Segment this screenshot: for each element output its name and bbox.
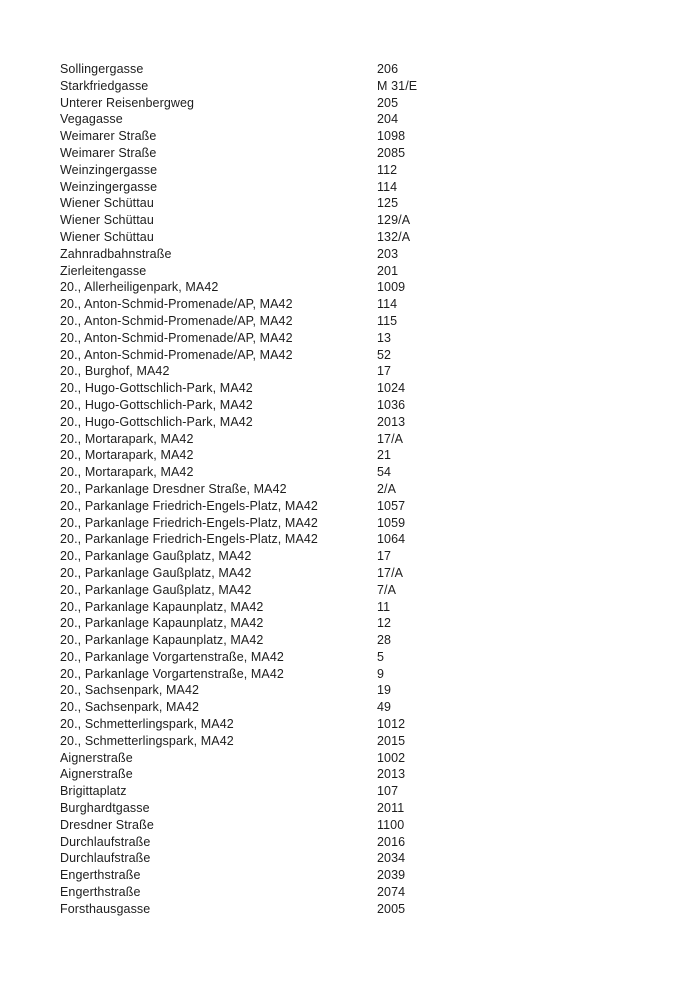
street-name: 20., Burghof, MA42 <box>60 364 170 379</box>
object-number: 206 <box>377 62 399 76</box>
list-item <box>60 128 660 145</box>
object-number: 1009 <box>377 280 406 295</box>
list-item <box>60 95 660 112</box>
list-item <box>60 481 660 498</box>
object-number: 1002 <box>377 750 406 765</box>
street-name: Aignerstraße <box>60 767 133 782</box>
list-item <box>60 615 660 632</box>
street-name: 20., Hugo-Gottschlich-Park, MA42 <box>60 414 253 429</box>
street-name: Brigittaplatz <box>60 784 127 799</box>
list-item <box>60 363 660 380</box>
street-name: 20., Parkanlage Kapaunplatz, MA42 <box>60 616 264 631</box>
street-name: 20., Parkanlage Friedrich-Engels-Platz, MA42 <box>60 532 318 547</box>
list-item <box>60 783 660 800</box>
object-number: 2015 <box>377 733 406 748</box>
object-number: 205 <box>377 95 399 110</box>
list-item <box>60 78 660 95</box>
list-item <box>60 565 660 582</box>
list-item <box>60 279 660 296</box>
object-number: 2034 <box>377 851 406 866</box>
object-number: 11 <box>377 599 391 614</box>
object-number: 2011 <box>377 801 405 816</box>
list-item <box>60 498 660 515</box>
street-name: Weinzingergasse <box>60 179 158 194</box>
object-number: 107 <box>377 784 399 799</box>
list-item <box>60 111 660 128</box>
street-name: Vegagasse <box>60 112 123 127</box>
list-item <box>60 599 660 616</box>
list-item <box>60 548 660 565</box>
object-number: 2074 <box>377 885 406 900</box>
object-number: 1024 <box>377 381 406 396</box>
object-number: 5 <box>377 649 385 664</box>
list-item <box>60 733 660 750</box>
street-name: Durchlaufstraße <box>60 834 151 849</box>
object-number: 28 <box>377 633 392 648</box>
list-item <box>60 531 660 548</box>
street-name: Wiener Schüttau <box>60 196 154 211</box>
street-name: 20., Sachsenpark, MA42 <box>60 700 200 715</box>
list-item <box>60 682 660 699</box>
list-item <box>60 431 660 448</box>
list-item <box>60 850 660 867</box>
street-name: 20., Parkanlage Friedrich-Engels-Platz, MA42 <box>60 515 318 530</box>
street-name: 20., Parkanlage Gaußplatz, MA42 <box>60 549 252 564</box>
street-name: 20., Parkanlage Gaußplatz, MA42 <box>60 565 252 580</box>
list-item <box>60 179 660 196</box>
street-name: 20., Anton-Schmid-Promenade/AP, MA42 <box>60 297 293 312</box>
list-item <box>60 212 660 229</box>
street-name: 20., Hugo-Gottschlich-Park, MA42 <box>60 381 253 396</box>
street-name: 20., Parkanlage Dresdner Straße, MA42 <box>60 481 287 496</box>
list-item <box>60 632 660 649</box>
street-name: 20., Anton-Schmid-Promenade/AP, MA42 <box>60 313 293 328</box>
object-number: 52 <box>377 347 392 362</box>
list-item <box>60 649 660 666</box>
object-number: 2013 <box>377 414 406 429</box>
object-number: 1098 <box>377 129 406 144</box>
object-number: 201 <box>377 263 399 278</box>
object-number: 1057 <box>377 498 406 513</box>
object-number: 17/A <box>377 431 404 446</box>
street-name: Weimarer Straße <box>60 145 157 160</box>
street-name: Engerthstraße <box>60 885 141 900</box>
street-name: Weimarer Straße <box>60 129 157 144</box>
object-number: 12 <box>377 616 392 631</box>
list-item <box>60 766 660 783</box>
list-item <box>60 515 660 532</box>
object-number: 1012 <box>377 717 406 732</box>
street-name: 20., Parkanlage Gaußplatz, MA42 <box>60 582 252 597</box>
street-name: 20., Parkanlage Vorgartenstraße, MA42 <box>60 666 284 681</box>
street-name: Zierleitengasse <box>60 263 147 278</box>
street-name: 20., Allerheiligenpark, MA42 <box>60 280 219 295</box>
street-name: 20., Parkanlage Kapaunplatz, MA42 <box>60 633 264 648</box>
object-number: 2039 <box>377 868 406 883</box>
street-name: 20., Sachsenpark, MA42 <box>60 683 200 698</box>
street-name: Unterer Reisenbergweg <box>60 95 195 110</box>
object-number: 114 <box>377 179 398 194</box>
street-name: 20., Mortarapark, MA42 <box>60 448 194 463</box>
object-number: 1036 <box>377 397 406 412</box>
object-number: 17 <box>377 549 392 564</box>
object-number: 112 <box>377 162 398 177</box>
object-number: 115 <box>377 313 398 328</box>
list-item <box>60 162 660 179</box>
list-item <box>60 817 660 834</box>
list-item <box>60 666 660 683</box>
list-item <box>60 246 660 263</box>
list-item <box>60 464 660 481</box>
list-item <box>60 61 660 78</box>
street-name: Sollingergasse <box>60 62 144 76</box>
street-name: 20., Mortarapark, MA42 <box>60 431 194 446</box>
list-item <box>60 380 660 397</box>
object-number: 114 <box>377 297 398 312</box>
list-item <box>60 800 660 817</box>
object-number: 19 <box>377 683 392 698</box>
object-number: 54 <box>377 465 392 480</box>
object-number: 2016 <box>377 834 406 849</box>
object-number: 125 <box>377 196 399 211</box>
street-name: Engerthstraße <box>60 868 141 883</box>
street-name: 20., Parkanlage Friedrich-Engels-Platz, MA42 <box>60 498 318 513</box>
list-item <box>60 229 660 246</box>
street-name: Aignerstraße <box>60 750 133 765</box>
object-number: 2013 <box>377 767 406 782</box>
street-name: Forsthausgasse <box>60 901 151 916</box>
list-item <box>60 397 660 414</box>
object-number: 17/A <box>377 565 404 580</box>
list-item <box>60 313 660 330</box>
list-item <box>60 834 660 851</box>
list-item <box>60 582 660 599</box>
street-name: 20., Schmetterlingspark, MA42 <box>60 733 234 748</box>
list-item <box>60 414 660 431</box>
street-name: Zahnradbahnstraße <box>60 246 172 261</box>
list-item <box>60 347 660 364</box>
street-name: 20., Mortarapark, MA42 <box>60 465 194 480</box>
list-item <box>60 750 660 767</box>
object-number: 1059 <box>377 515 406 530</box>
list-item <box>60 263 660 280</box>
list-item <box>60 145 660 162</box>
object-number: 204 <box>377 112 399 127</box>
object-number: M 31/E <box>377 78 418 93</box>
street-name: Starkfriedgasse <box>60 78 149 93</box>
street-list <box>60 61 660 918</box>
object-number: 132/A <box>377 229 411 244</box>
object-number: 13 <box>377 330 392 345</box>
object-number: 2085 <box>377 145 406 160</box>
object-number: 129/A <box>377 213 411 228</box>
object-number: 2/A <box>377 481 397 496</box>
object-number: 2005 <box>377 901 406 916</box>
street-name: 20., Parkanlage Vorgartenstraße, MA42 <box>60 649 284 664</box>
street-name: 20., Parkanlage Kapaunplatz, MA42 <box>60 599 264 614</box>
object-number: 1064 <box>377 532 406 547</box>
object-number: 1100 <box>377 817 405 832</box>
list-item <box>60 716 660 733</box>
street-name: 20., Hugo-Gottschlich-Park, MA42 <box>60 397 253 412</box>
list-item <box>60 867 660 884</box>
object-number: 21 <box>377 448 392 463</box>
list-item <box>60 884 660 901</box>
object-number: 9 <box>377 666 385 681</box>
object-number: 49 <box>377 700 392 715</box>
street-name: Durchlaufstraße <box>60 851 151 866</box>
street-name: 20., Schmetterlingspark, MA42 <box>60 717 234 732</box>
list-item <box>60 195 660 212</box>
street-name: Wiener Schüttau <box>60 229 154 244</box>
object-number: 203 <box>377 246 399 261</box>
street-name: 20., Anton-Schmid-Promenade/AP, MA42 <box>60 347 293 362</box>
street-name: Burghardtgasse <box>60 801 150 816</box>
street-name: 20., Anton-Schmid-Promenade/AP, MA42 <box>60 330 293 345</box>
street-name: Weinzingergasse <box>60 162 158 177</box>
list-item <box>60 330 660 347</box>
object-number: 7/A <box>377 582 397 597</box>
list-item <box>60 447 660 464</box>
list-item <box>60 901 660 918</box>
street-name: Dresdner Straße <box>60 817 154 832</box>
object-number: 17 <box>377 364 392 379</box>
list-item <box>60 296 660 313</box>
list-item <box>60 699 660 716</box>
street-name: Wiener Schüttau <box>60 213 154 228</box>
